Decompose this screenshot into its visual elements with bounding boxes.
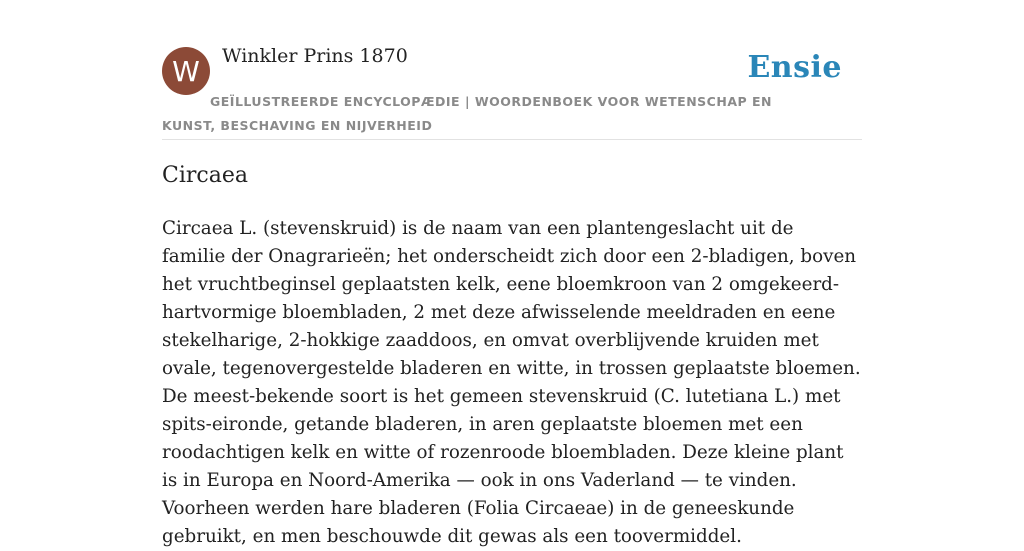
source-subtitle: GEÏLLUSTREERDE ENCYCLOPÆDIE | WOORDENBOEK VOOR WETENSCHAP EN KUNST, BESCHAVING EN NIJVERHEID	[162, 94, 773, 133]
header	[162, 0, 862, 140]
avatar[interactable]	[162, 47, 210, 95]
article-body: Circaea L. (stevenskruid) is de naam van een plantengeslacht uit de familie der Onagrarieën; het onderscheidt zich door een 2-bladigen, boven het vruchtbeginsel geplaatsten kelk, eene bloemkroon van 2 omgekeerd-hartvormige bloembladen, 2 met deze afwisselende meeldraden en eene stekelharige, 2-hokkige zaaddoos, en omvat overblijvende kruiden met ovale, tegenovergestelde bladeren en witte, in trossen geplaatste bloemen. De meest-bekende soort is het gemeen stevenskruid (C. lutetiana L.) met spits-eironde, getande bladeren, in aren geplaatste bloemen met een roodachtigen kelk en witte of rozenroode bloembladen. Deze kleine plant is in Europa en Noord-Amerika — ook in ons Vaderland — te vinden. Voorheen werden hare bladeren (Folia Circaeae) in de geneeskunde gebruikt, en men beschouwde dit gewas als een toovermiddel.	[162, 218, 861, 547]
ensie-logo-link[interactable]: Ensie	[747, 50, 842, 85]
source-title[interactable]: Winkler Prins 1870	[222, 45, 408, 67]
article-title: Circaea	[162, 163, 248, 188]
avatar-letter: W	[172, 54, 200, 88]
